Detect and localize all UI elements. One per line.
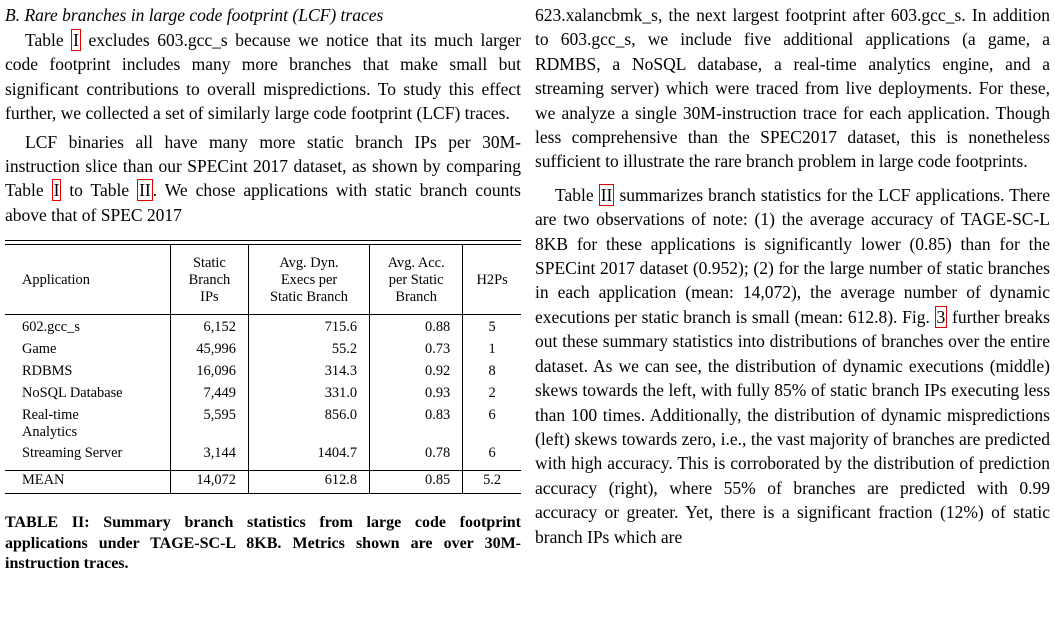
text-run: Table bbox=[25, 30, 72, 50]
header-avg-dyn-execs bbox=[248, 245, 369, 315]
header-line: Avg. Acc. bbox=[387, 255, 445, 272]
table-ref-link[interactable]: II bbox=[600, 184, 613, 205]
header-static-branch-ips bbox=[170, 245, 248, 315]
table-row bbox=[5, 363, 521, 385]
cell-application: MEAN bbox=[5, 471, 170, 494]
cell-avgdyn: 314.3 bbox=[248, 363, 369, 385]
header-line: Execs per bbox=[280, 272, 338, 289]
table-row bbox=[5, 441, 521, 471]
cell-avgdyn: 715.6 bbox=[248, 315, 369, 342]
cell-h2ps: 5 bbox=[488, 319, 496, 336]
table-ref-link[interactable]: I bbox=[73, 30, 79, 50]
cell-avgacc: 0.93 bbox=[370, 385, 463, 407]
cell-static: 16,096 bbox=[170, 363, 248, 385]
cell-h2ps: 8 bbox=[488, 363, 496, 380]
table-header-row bbox=[5, 245, 521, 315]
branch-stats-table bbox=[5, 245, 521, 494]
header-line: Branch bbox=[188, 272, 231, 289]
table-caption: TABLE II: Summary branch statistics from large code footprint applications under TAGE-SC-L 8KB. Metrics shown are over 30M-instruction traces. bbox=[5, 514, 521, 573]
paragraph-continued: 623.xalancbmk_s, the next largest footprint after 603.gcc_s. In addition to 603.gcc_s, we include five additional applications (a game, a RDMBS, a NoSQL database, a real-time analytics engine, and a streaming server) which were traced from live deployments. For these, we analyze a single 30M-instruction trace for each application. Though less comprehensive than the SPEC2017 dataset, this is nonetheless sufficient to illustrate the rare branch problem in large code footprints. bbox=[535, 5, 1050, 172]
header-avg-acc bbox=[370, 245, 463, 315]
table-ii bbox=[5, 240, 521, 494]
subsection-heading: B. Rare branches in large code footprint (LCF) traces bbox=[5, 5, 384, 25]
paragraph-table-ii-summary bbox=[535, 183, 1050, 549]
cell-h2ps: 5.2 bbox=[463, 471, 521, 494]
table-ref-link[interactable]: I bbox=[53, 180, 60, 201]
text-run: excludes 603.gcc_s because we notice that its much larger code footprint includes many more branches that make small but significant contributions to overall mispredictions. To study this effect further, we collected a set of similarly large code footprint (LCF) traces. bbox=[5, 30, 521, 124]
cell-avgacc: 0.88 bbox=[370, 315, 463, 342]
cell-avgdyn: 55.2 bbox=[248, 341, 369, 363]
header-line: Static Branch bbox=[270, 289, 348, 306]
text-run: summarizes branch statistics for the LCF applications. There are two observations of note: (1) the average accuracy of TAGE-SC-L 8KB for these applications is significantly lower (0.85) than for the SPECint 2017 dataset (0.952); (2) for the large number of static branches in each application (mean: 14,072), the average number of dynamic executions per static branch is small (mean: 612.8). Fig. bbox=[535, 184, 1050, 327]
cell-avgacc: 0.73 bbox=[370, 341, 463, 363]
cell-avgdyn: 1404.7 bbox=[248, 441, 369, 471]
text-run: . We chose applications with static branch counts above that of SPEC 2017 bbox=[5, 180, 521, 225]
cell-h2ps: 6 bbox=[488, 445, 496, 462]
cell-application: 602.gcc_s bbox=[5, 315, 170, 342]
table-row bbox=[5, 341, 521, 363]
cell-application: Streaming Server bbox=[5, 441, 170, 471]
cell-application-line: Analytics bbox=[22, 424, 78, 441]
text-run: Table bbox=[555, 184, 599, 205]
cell-static: 3,144 bbox=[170, 441, 248, 471]
table-row bbox=[5, 385, 521, 407]
header-line: per Static bbox=[388, 272, 444, 289]
cell-application: NoSQL Database bbox=[5, 385, 170, 407]
cell-static: 45,996 bbox=[170, 341, 248, 363]
table-ref-link[interactable]: II bbox=[139, 180, 151, 201]
cell-avgdyn: 331.0 bbox=[248, 385, 369, 407]
cell-avgdyn: 856.0 bbox=[248, 407, 369, 441]
cell-static: 6,152 bbox=[170, 315, 248, 342]
paragraph-table-excludes bbox=[5, 28, 521, 126]
cell-avgacc: 0.83 bbox=[370, 407, 463, 441]
cell-avgdyn: 612.8 bbox=[248, 471, 369, 494]
cell-h2ps: 2 bbox=[488, 385, 496, 402]
header-line: Avg. Dyn. bbox=[279, 255, 339, 272]
header-line: IPs bbox=[200, 289, 219, 306]
cell-avgacc: 0.92 bbox=[370, 363, 463, 385]
cell-h2ps: 1 bbox=[488, 341, 496, 358]
cell-static: 5,595 bbox=[170, 407, 248, 441]
paragraph-lcf-binaries bbox=[5, 130, 521, 228]
cell-h2ps: 6 bbox=[488, 407, 496, 424]
table-row bbox=[5, 315, 521, 342]
cell-avgacc: 0.78 bbox=[370, 441, 463, 471]
cell-static: 7,449 bbox=[170, 385, 248, 407]
right-column bbox=[535, 0, 1050, 549]
cell-application bbox=[5, 407, 170, 441]
header-h2ps: H2Ps bbox=[463, 245, 521, 315]
table-mean-row bbox=[5, 471, 521, 494]
cell-application-line: Real-time bbox=[22, 407, 79, 424]
header-line: Branch bbox=[395, 289, 437, 306]
cell-avgacc: 0.85 bbox=[370, 471, 463, 494]
header-line: Static bbox=[192, 255, 226, 272]
cell-static: 14,072 bbox=[170, 471, 248, 494]
cell-application: RDBMS bbox=[5, 363, 170, 385]
table-row bbox=[5, 407, 521, 441]
header-application: Application bbox=[5, 245, 170, 315]
text-run: to Table bbox=[61, 180, 138, 201]
text-run: further breaks out these summary statistics into distributions of branches over the entire dataset. As we can see, the distribution of dynamic executions (middle) skews towards the left, with fully 85% of static branch IPs executing less than 100 times. Additionally, the distribution of dynamic mispredictions (left) skews towards zero, i.e., the vast majority of branches are predicted with high accuracy. This is corroborated by the distribution of prediction accuracy (right), where 55% of branches are predicted with 0.99 accuracy or greater. Yet, there is a significant fraction (12%) of static branch IPs which are bbox=[535, 306, 1050, 547]
cell-application: Game bbox=[5, 341, 170, 363]
text-run: LCF binaries all have many more static branch IPs per 30M-instruction slice than our SPECint 2017 dataset, as shown by comparing Table bbox=[5, 131, 521, 201]
figure-ref-link[interactable]: 3 bbox=[936, 306, 946, 327]
left-column bbox=[5, 0, 521, 575]
